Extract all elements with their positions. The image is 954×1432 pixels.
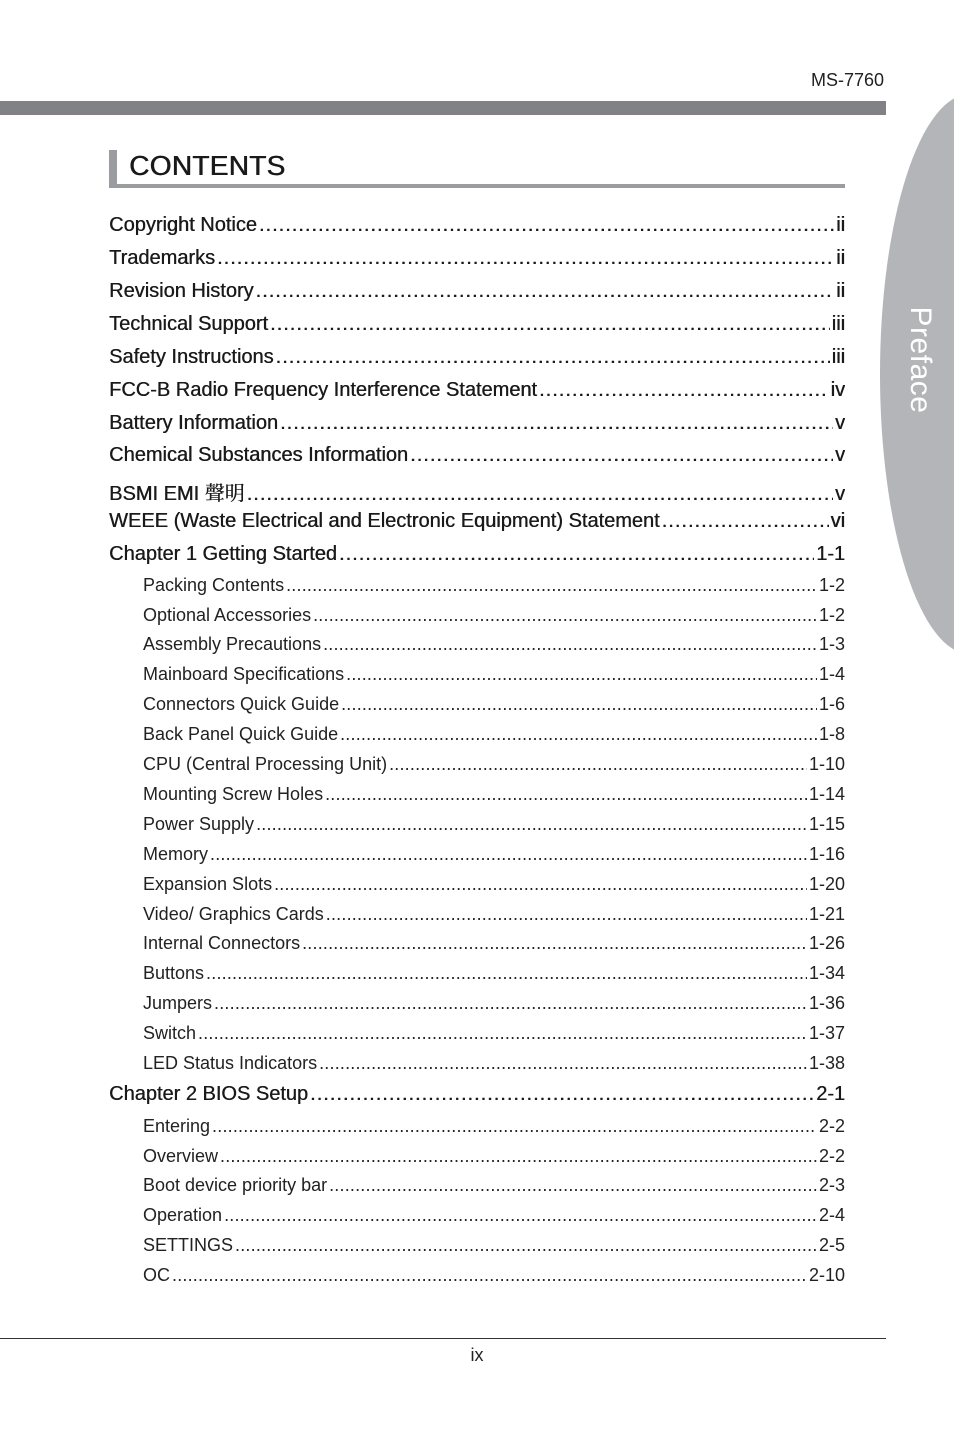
toc-entry-label: Technical Support [109,313,268,335]
toc-entry[interactable] [143,784,845,805]
toc-entry-label: Buttons [143,963,205,983]
toc-entry[interactable] [143,1053,845,1074]
model-number: MS-7760 [810,70,884,90]
toc-entry-page: v [835,483,845,505]
toc-entry-page: 1-26 [808,933,845,953]
toc-leader-dots [212,1116,817,1137]
toc-entry-label: Copyright Notice [109,214,257,236]
toc-entry[interactable] [143,1265,845,1286]
toc-leader-dots [206,963,807,984]
toc-entry-label: Battery Information [109,412,278,434]
toc-entry-label: SETTINGS [143,1235,234,1255]
toc-entry-label: Expansion Slots [143,874,273,894]
toc-entry-label: Trademarks [109,247,215,269]
toc-entry-label: FCC-B Radio Frequency Interference Statement [109,379,537,401]
toc-entry[interactable] [143,1023,845,1044]
toc-entry[interactable] [143,634,845,655]
toc-entry-label: Back Panel Quick Guide [143,724,339,744]
toc-entry[interactable] [143,694,845,715]
toc-leader-dots [340,724,817,745]
toc-entry-page: 1-38 [808,1053,845,1073]
toc-entry-page: ii [836,280,845,302]
toc-leader-dots [224,1205,817,1226]
toc-entry[interactable] [109,510,845,533]
toc-entry-label: Assembly Precautions [143,634,322,654]
toc-entry-page: 1-1 [816,543,845,565]
toc-entry[interactable] [143,724,845,745]
toc-entry-page: 1-10 [808,754,845,774]
toc-entry-page: iii [831,313,845,335]
toc-entry-page: 2-5 [818,1235,845,1255]
toc-entry-page: 1-36 [808,993,845,1013]
toc-entry[interactable] [109,379,845,402]
toc-entry[interactable] [143,1205,845,1226]
toc-entry[interactable] [143,874,845,895]
toc-entry-label: CPU (Central Processing Unit) [143,754,388,774]
side-tab-label: Preface [904,306,937,414]
toc-leader-dots [323,634,817,655]
toc-entry-page: 2-1 [816,1083,845,1105]
toc-entry[interactable] [109,543,845,566]
page-number: ix [470,1345,484,1365]
toc-leader-dots [276,346,830,369]
toc-leader-dots [339,543,814,566]
toc-entry-page: 1-16 [808,844,845,864]
toc-entry-page: v [835,412,845,434]
toc-entry-page: ii [836,214,845,236]
toc-entry[interactable] [143,754,845,775]
toc-entry[interactable] [143,1175,845,1196]
toc-entry[interactable] [109,280,845,303]
toc-entry-label: Overview [143,1146,219,1166]
toc-entry-label: Chapter 2 BIOS Setup [109,1083,309,1105]
heading-underline [109,184,845,188]
toc-leader-dots [198,1023,807,1044]
toc-leader-dots [280,412,833,435]
toc-entry-label: Packing Contents [143,575,285,595]
toc-entry[interactable] [143,814,845,835]
toc-entry[interactable] [109,247,845,270]
toc-entry[interactable] [109,313,845,336]
toc-entry-label: Mainboard Specifications [143,664,345,684]
toc-leader-dots [235,1235,817,1256]
toc-entry[interactable] [109,214,845,237]
toc-entry-page: 2-4 [818,1205,845,1225]
toc-entry-page: 1-15 [808,814,845,834]
toc-leader-dots [326,904,807,925]
toc-leader-dots [256,814,807,835]
toc-entry-page: 2-2 [818,1146,845,1166]
toc-entry-page: vi [830,510,845,532]
contents-heading [109,150,845,188]
toc-entry-page: 1-14 [808,784,845,804]
toc-entry-page: 1-8 [818,724,845,744]
toc-entry-label: Safety Instructions [109,346,274,368]
toc-leader-dots [247,483,833,506]
toc-entry-label: Entering [143,1116,211,1136]
toc-entry-label: WEEE (Waste Electrical and Electronic Equipment) Statement [109,510,660,532]
toc-entry[interactable] [143,1235,845,1256]
toc-entry-label: Revision History [109,280,254,302]
toc-entry-page: 1-3 [818,634,845,654]
toc-leader-dots [389,754,807,775]
toc-leader-dots [286,575,817,596]
toc-leader-dots [217,247,834,270]
toc-entry-page: 1-2 [818,605,845,625]
toc-entry[interactable] [109,346,845,369]
heading-accent-bar [109,150,117,186]
toc-entry[interactable] [143,844,845,865]
toc-leader-dots [662,510,829,533]
toc-entry-page: iv [830,379,845,401]
toc-entry-label: Optional Accessories [143,605,312,625]
toc-entry-page: 2-3 [818,1175,845,1195]
toc-entry-label: BSMI EMI 聲明 [109,483,245,505]
toc-entry[interactable] [143,993,845,1014]
toc-entry-label: Internal Connectors [143,933,301,953]
toc-leader-dots [410,444,833,467]
toc-entry-label: Jumpers [143,993,213,1013]
header-bar [0,101,886,115]
toc-leader-dots [172,1265,807,1286]
toc-leader-dots [259,214,834,237]
toc-entry-page: 1-21 [808,904,845,924]
toc-entry-label: OC [143,1265,170,1285]
toc-entry[interactable] [109,444,845,467]
toc-leader-dots [313,605,817,626]
toc-entry-label: Chemical Substances Information [109,444,409,466]
toc-entry-page: 2-2 [818,1116,845,1136]
toc-leader-dots [274,874,807,895]
toc-entry-label: LED Status Indicators [143,1053,318,1073]
toc-leader-dots [302,933,807,954]
toc-leader-dots [346,664,817,685]
toc-entry-label: Memory [143,844,209,864]
toc-entry-label: Video/ Graphics Cards [143,904,324,924]
toc-entry-page: v [835,444,845,466]
toc-entry[interactable] [143,1146,845,1167]
toc-entry[interactable] [143,575,845,596]
toc-leader-dots [539,379,829,402]
toc-entry[interactable] [143,933,845,954]
toc-entry[interactable] [143,1116,845,1137]
toc-entry-label: Switch [143,1023,197,1043]
toc-leader-dots [214,993,807,1014]
toc-entry-page: 1-37 [808,1023,845,1043]
footer-rule [0,1338,886,1339]
toc-leader-dots [329,1175,817,1196]
toc-leader-dots [220,1146,817,1167]
toc-entry-label: Chapter 1 Getting Started [109,543,337,565]
toc-entry[interactable] [109,1083,845,1106]
toc-entry-page: 1-34 [808,963,845,983]
toc-entry[interactable] [143,664,845,685]
toc-leader-dots [319,1053,807,1074]
toc-entry[interactable] [109,477,845,506]
toc-entry-page: 1-2 [818,575,845,595]
toc-entry-label: Connectors Quick Guide [143,694,340,714]
toc-leader-dots [341,694,817,715]
toc-entry-page: iii [831,346,845,368]
toc-leader-dots [255,280,834,303]
toc-entry-page: 2-10 [808,1265,845,1285]
toc-entry-page: 1-20 [808,874,845,894]
toc-entry-page: ii [836,247,845,269]
toc-entry-label: Mounting Screw Holes [143,784,324,804]
toc-leader-dots [325,784,807,805]
toc-entry-label: Operation [143,1205,223,1225]
toc-entry-page: 1-4 [818,664,845,684]
toc-leader-dots [210,844,807,865]
toc-entry[interactable] [143,904,845,925]
toc-entry[interactable] [143,963,845,984]
toc-entry-label: Boot device priority bar [143,1175,328,1195]
toc-entry-label: Power Supply [143,814,255,834]
toc-entry[interactable] [109,412,845,435]
page-title: CONTENTS [129,150,286,181]
toc-leader-dots [270,313,830,336]
toc-entry-page: 1-6 [818,694,845,714]
toc-leader-dots [310,1083,814,1106]
toc-entry[interactable] [143,605,845,626]
